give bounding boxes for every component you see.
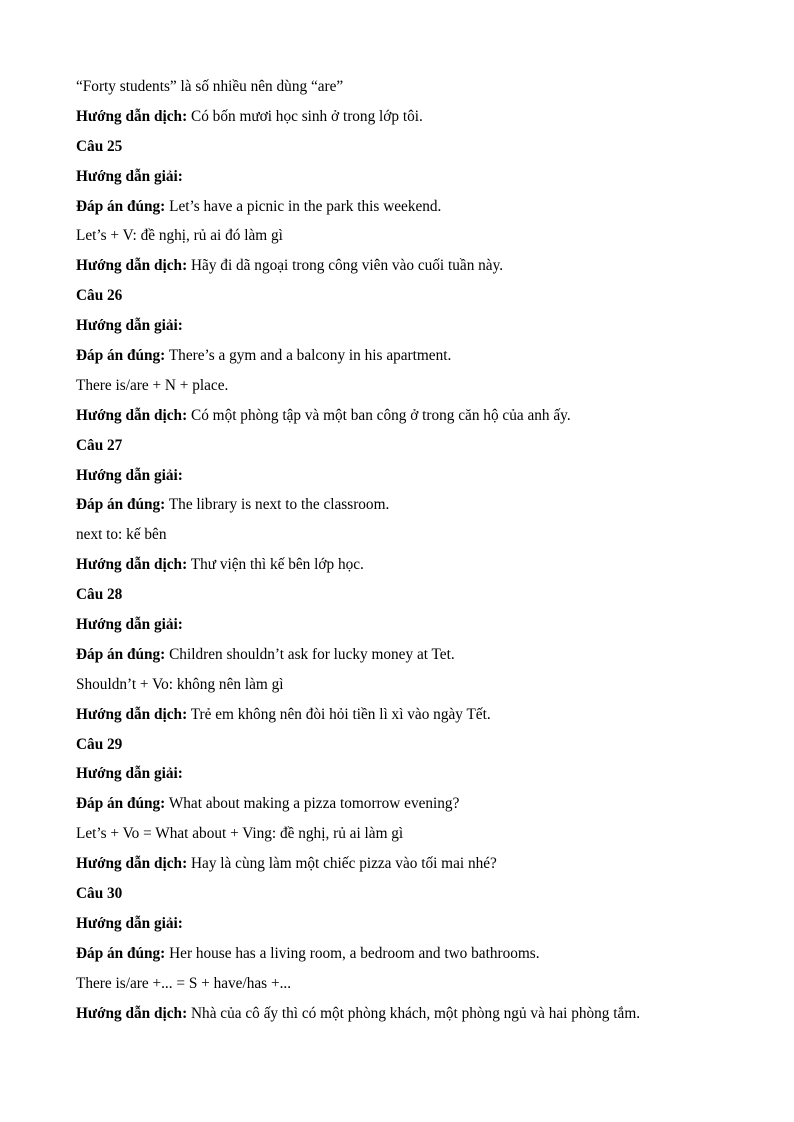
line-label: Hướng dẫn dịch: [76, 107, 188, 125]
line-text: Trẻ em không nên đòi hỏi tiền lì xì vào ngày Tết. [187, 705, 491, 723]
line-label: Câu 29 [76, 735, 123, 753]
grammar-note [76, 225, 756, 255]
line-text: What about making a pizza tomorrow evening? [165, 795, 460, 813]
line-label: Hướng dẫn giải: [76, 616, 183, 634]
line-text: Có bốn mươi học sinh ở trong lớp tôi. [187, 107, 423, 125]
line-text: Children shouldn’t ask for lucky money at Tet. [165, 645, 455, 663]
line-label: Hướng dẫn dịch: [76, 556, 188, 574]
line-label: Đáp án đúng: [76, 795, 166, 813]
line-label: Hướng dẫn dịch: [76, 257, 188, 275]
question-heading [76, 136, 756, 166]
line-label: Câu 25 [76, 137, 123, 155]
line-text: next to: kế bên [76, 526, 167, 544]
line-text: The library is next to the classroom. [165, 496, 390, 514]
grammar-note [76, 823, 756, 853]
line-text: Her house has a living room, a bedroom and two bathrooms. [165, 944, 540, 962]
translation-line [76, 106, 756, 136]
line-text: There is/are +... = S + have/has +... [76, 974, 292, 992]
line-label: Câu 26 [76, 287, 123, 305]
line-label: Đáp án đúng: [76, 944, 166, 962]
line-label: Hướng dẫn giải: [76, 466, 183, 484]
line-text: Let’s + Vo = What about + Ving: đề nghị, rủ ai làm gì [76, 825, 404, 843]
line-label: Hướng dẫn giải: [76, 167, 183, 185]
translation-line [76, 554, 756, 584]
line-label: Hướng dẫn dịch: [76, 1004, 188, 1022]
answer-line [76, 345, 756, 375]
grammar-note [76, 973, 756, 1003]
line-text: There is/are + N + place. [76, 376, 229, 394]
line-label: Đáp án đúng: [76, 645, 166, 663]
grammar-note [76, 674, 756, 704]
answer-line [76, 494, 756, 524]
solution-heading [76, 614, 756, 644]
solution-heading [76, 166, 756, 196]
line-label: Hướng dẫn dịch: [76, 855, 188, 873]
solution-heading [76, 913, 756, 943]
translation-line [76, 853, 756, 883]
translation-line [76, 1003, 756, 1033]
line-label: Đáp án đúng: [76, 496, 166, 514]
grammar-note [76, 375, 756, 405]
solution-heading [76, 465, 756, 495]
line-text: Shouldn’t + Vo: không nên làm gì [76, 675, 284, 693]
line-text: “Forty students” là số nhiều nên dùng “are” [76, 78, 344, 95]
line-label: Hướng dẫn giải: [76, 765, 183, 783]
answer-line [76, 644, 756, 674]
question-heading [76, 883, 756, 913]
question-heading [76, 285, 756, 315]
answer-line [76, 943, 756, 973]
grammar-note [76, 524, 756, 554]
question-heading [76, 734, 756, 764]
line-label: Đáp án đúng: [76, 347, 166, 365]
translation-line [76, 255, 756, 285]
solution-heading [76, 763, 756, 793]
line-label: Hướng dẫn giải: [76, 317, 183, 335]
line-text: Có một phòng tập và một ban công ở trong căn hộ của anh ấy. [187, 406, 571, 424]
question-heading [76, 435, 756, 465]
question-heading [76, 584, 756, 614]
line-text: There’s a gym and a balcony in his apartment. [165, 347, 452, 365]
line-label: Câu 28 [76, 586, 123, 604]
document-page [76, 76, 756, 1033]
line-label: Hướng dẫn dịch: [76, 406, 188, 424]
answer-line [76, 793, 756, 823]
line-label: Hướng dẫn dịch: [76, 705, 188, 723]
line-label: Hướng dẫn giải: [76, 914, 183, 932]
line-label: Câu 27 [76, 436, 123, 454]
line-text: Hay là cùng làm một chiếc pizza vào tối mai nhé? [187, 855, 497, 873]
line-label: Đáp án đúng: [76, 197, 166, 215]
line-text: Nhà của cô ấy thì có một phòng khách, một phòng ngủ và hai phòng tắm. [187, 1004, 641, 1022]
line-text: Thư viện thì kế bên lớp học. [187, 556, 364, 574]
line-text: Let’s + V: đề nghị, rủ ai đó làm gì [76, 227, 283, 245]
line-text: Hãy đi dã ngoại trong công viên vào cuối tuần này. [187, 257, 504, 275]
translation-line [76, 405, 756, 435]
line-label: Câu 30 [76, 885, 123, 903]
solution-heading [76, 315, 756, 345]
text-line [76, 76, 756, 106]
translation-line [76, 704, 756, 734]
line-text: Let’s have a picnic in the park this weekend. [165, 197, 442, 215]
answer-line [76, 196, 756, 226]
